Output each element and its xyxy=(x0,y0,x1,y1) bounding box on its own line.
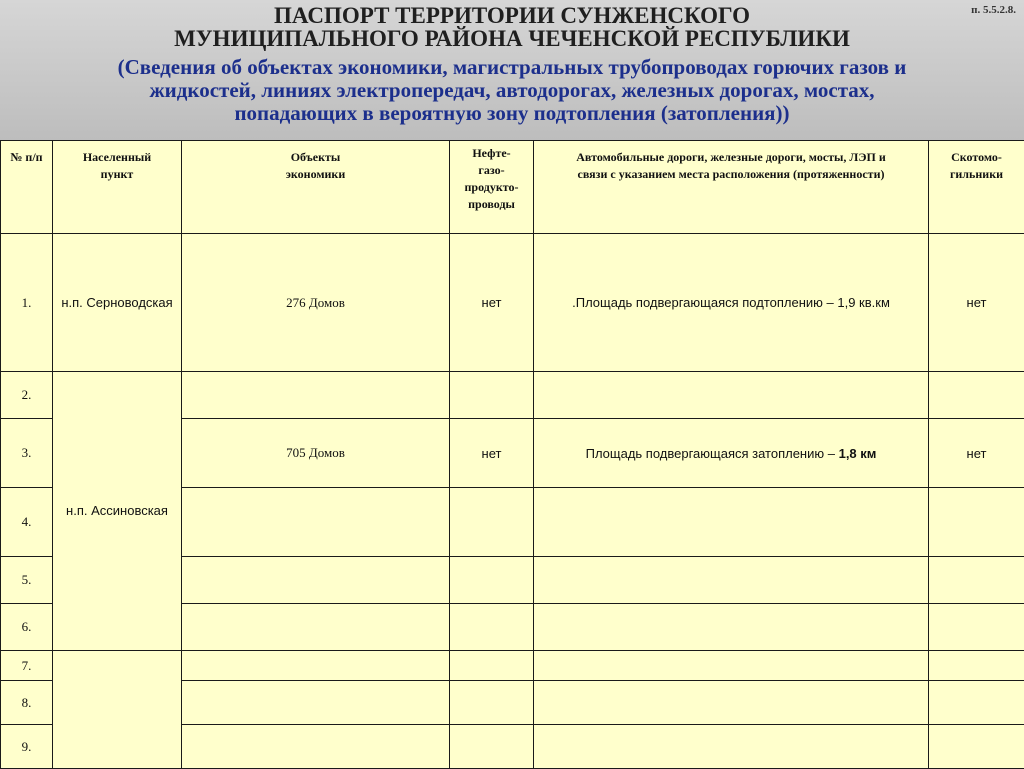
pipelines-cell: нет xyxy=(450,419,534,488)
header-roads xyxy=(534,141,929,234)
objects-cell xyxy=(182,681,450,725)
territory-table xyxy=(0,140,1024,769)
objects-cell xyxy=(182,604,450,651)
pipelines-cell: нет xyxy=(450,234,534,372)
roads-cell xyxy=(534,604,929,651)
cattle-cell xyxy=(929,604,1024,651)
table-row xyxy=(1,651,1024,681)
cattle-cell xyxy=(929,372,1024,419)
objects-cell xyxy=(182,557,450,604)
pipelines-cell xyxy=(450,651,534,681)
row-number: 9. xyxy=(1,725,53,769)
table-row xyxy=(1,234,1024,372)
row-number: 6. xyxy=(1,604,53,651)
section-code: п. 5.5.2.8. xyxy=(971,4,1016,16)
settlement-cell: н.п. Серноводская xyxy=(53,234,182,372)
cattle-cell xyxy=(929,488,1024,557)
title-line-2: МУНИЦИПАЛЬНОГО РАЙОНА ЧЕЧЕНСКОЙ РЕСПУБЛИКИ xyxy=(0,27,1024,50)
header-pipelines-line-3: продукто- xyxy=(452,179,531,196)
header-pipelines-line-2: газо- xyxy=(452,162,531,179)
roads-cell xyxy=(534,681,929,725)
subtitle-line-3: попадающих в вероятную зону подтопления (затопления)) xyxy=(0,102,1024,125)
roads-cell xyxy=(534,725,929,769)
header-pipelines xyxy=(450,141,534,234)
roads-text: Площадь подвергающаяся затоплению – xyxy=(586,446,839,461)
cattle-cell xyxy=(929,651,1024,681)
pipelines-cell xyxy=(450,725,534,769)
slide-header xyxy=(0,0,1024,140)
header-cattle-line-2: гильники xyxy=(931,166,1022,183)
cattle-cell xyxy=(929,557,1024,604)
objects-cell xyxy=(182,651,450,681)
row-number: 2. xyxy=(1,372,53,419)
cattle-cell: нет xyxy=(929,419,1024,488)
page-subtitle xyxy=(0,56,1024,125)
row-number: 8. xyxy=(1,681,53,725)
cattle-cell: нет xyxy=(929,234,1024,372)
page-title xyxy=(0,4,1024,50)
roads-cell xyxy=(534,372,929,419)
header-objects-line-2: экономики xyxy=(184,166,447,183)
row-number: 1. xyxy=(1,234,53,372)
header-cattle-line-1: Скотомо- xyxy=(931,149,1022,166)
header-pipelines-line-4: проводы xyxy=(452,196,531,213)
objects-cell xyxy=(182,488,450,557)
header-num: № п/п xyxy=(1,141,53,234)
pipelines-cell xyxy=(450,488,534,557)
subtitle-line-1: (Сведения об объектах экономики, магистральных трубопроводах горючих газов и xyxy=(0,56,1024,79)
settlement-name: н.п. Ассиновская xyxy=(66,503,168,518)
row-number: 5. xyxy=(1,557,53,604)
cattle-cell xyxy=(929,725,1024,769)
pipelines-cell xyxy=(450,681,534,725)
table-header-row xyxy=(1,141,1024,234)
row-number: 7. xyxy=(1,651,53,681)
header-roads-line-2: связи с указанием места расположения (протяженности) xyxy=(536,166,926,183)
header-pipelines-line-1: Нефте- xyxy=(452,145,531,162)
pipelines-cell xyxy=(450,372,534,419)
roads-cell xyxy=(534,488,929,557)
roads-cell xyxy=(534,419,929,488)
pipelines-cell xyxy=(450,604,534,651)
objects-cell xyxy=(182,372,450,419)
table-row xyxy=(1,372,1024,419)
roads-cell: .Площадь подвергающаяся подтоплению – 1,9 кв.км xyxy=(534,234,929,372)
objects-cell xyxy=(182,725,450,769)
roads-value: 1,8 км xyxy=(839,446,877,461)
header-cattle xyxy=(929,141,1024,234)
header-roads-line-1: Автомобильные дороги, железные дороги, мосты, ЛЭП и xyxy=(536,149,926,166)
cattle-cell xyxy=(929,681,1024,725)
settlement-cell xyxy=(53,651,182,769)
objects-cell: 705 Домов xyxy=(182,419,450,488)
objects-cell: 276 Домов xyxy=(182,234,450,372)
roads-cell xyxy=(534,651,929,681)
settlement-cell xyxy=(53,372,182,651)
title-line-1: ПАСПОРТ ТЕРРИТОРИИ СУНЖЕНСКОГО xyxy=(0,4,1024,27)
header-settlement-line-1: Населенный xyxy=(55,149,179,166)
subtitle-line-2: жидкостей, линиях электропередач, автодорогах, железных дорогах, мостах, xyxy=(0,79,1024,102)
header-settlement xyxy=(53,141,182,234)
header-settlement-line-2: пункт xyxy=(55,166,179,183)
header-objects-line-1: Объекты xyxy=(184,149,447,166)
row-number: 3. xyxy=(1,419,53,488)
roads-cell xyxy=(534,557,929,604)
header-objects xyxy=(182,141,450,234)
row-number: 4. xyxy=(1,488,53,557)
pipelines-cell xyxy=(450,557,534,604)
